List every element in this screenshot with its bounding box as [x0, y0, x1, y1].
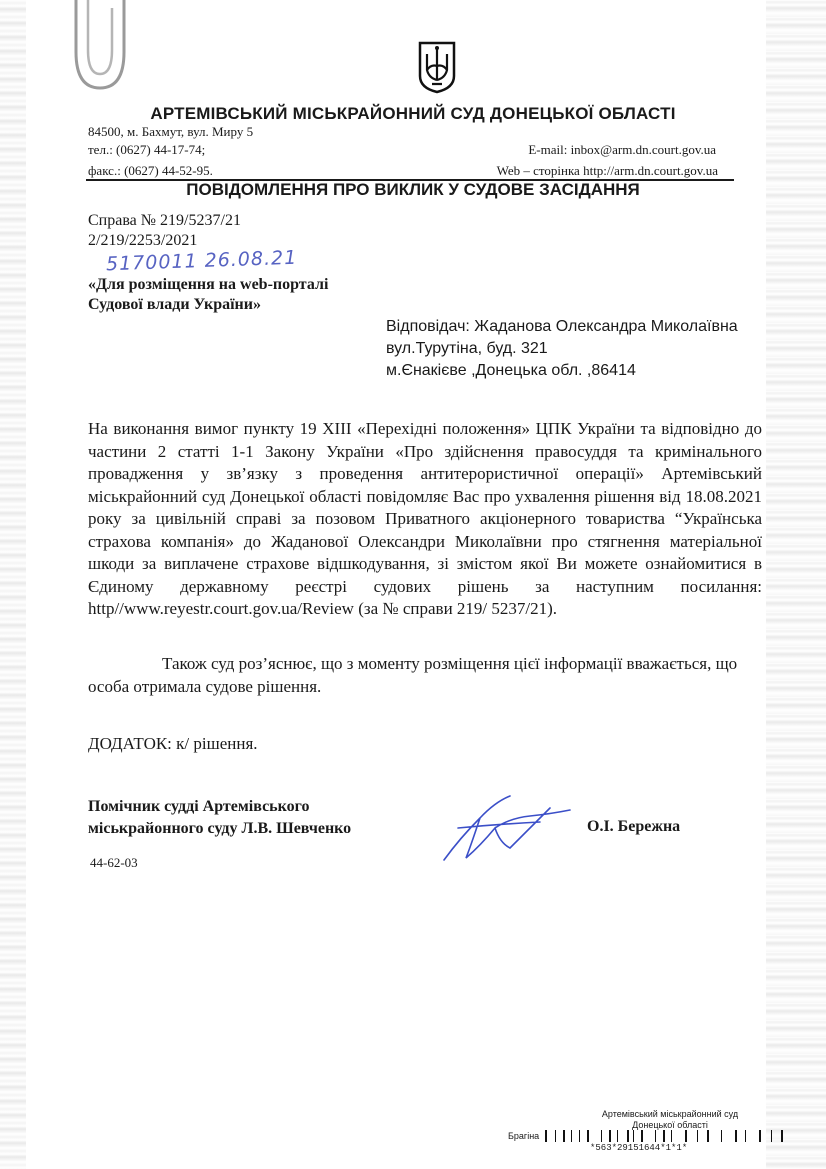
- registry-stamp-line1: Артемівський міськрайонний суд: [601, 1109, 739, 1119]
- defendant-block: [386, 316, 738, 382]
- portal-note: [88, 275, 328, 315]
- barcode: [545, 1130, 787, 1142]
- signer-line-1: Помічник судді Артемівського: [88, 798, 310, 815]
- court-email: E-mail: inbox@arm.dn.court.gov.ua: [528, 142, 716, 157]
- portal-note-line2: Судової влади України»: [88, 296, 261, 313]
- notice-paragraph-2-block: [88, 653, 762, 698]
- signer-position: [88, 796, 351, 840]
- registry-stamp: [590, 1109, 750, 1131]
- registry-stamp-line2: Донецької області: [632, 1120, 708, 1130]
- case-subnumber: 2/219/2253/2021: [88, 232, 198, 249]
- notice-body: [88, 418, 762, 621]
- barcode-number: *563*29151644*1*1*: [590, 1143, 688, 1153]
- defendant-street: вул.Турутіна, буд. 321: [386, 340, 548, 357]
- notice-paragraph-2: Також суд роз’яснює, що з моменту розміщення цієї інформації вважається, що особа отримала судове рішення.: [88, 654, 738, 696]
- handwritten-registration-note: 5170011 26.08.21: [105, 246, 298, 276]
- case-number: Справа № 219/5237/21: [88, 212, 241, 229]
- scan-edge-left: [0, 0, 26, 1169]
- handwritten-signature: [440, 788, 580, 868]
- barcode-label: Брагіна: [508, 1131, 540, 1141]
- paperclip-icon: [68, 0, 138, 95]
- court-phone: тел.: (0627) 44-17-74;: [88, 142, 206, 157]
- scan-edge-right: [766, 0, 826, 1169]
- defendant-name: Відповідач: Жаданова Олександра Миколаївна: [386, 318, 738, 335]
- court-address: 84500, м. Бахмут, вул. Миру 5: [88, 124, 254, 139]
- notice-paragraph-1: На виконання вимог пункту 19 XIII «Перехідні положення» ЦПК України та відповідно до частини 2 статті 1-1 Закону України «Про здійснення правосуддя та кримінального провадження у зв’язку з проведення антитерористичної операції» Артемівський міськрайонний суд Донецької області повідомляє Вас про ухвалення рішення від 18.08.2021 року за цивільній справі за позовом Приватного акціонерного товариства “Українська страхова компанія» до Жаданової Олександри Миколаївни про стягнення матеріальної шкоди за виплачене страхове відшкодування, зі змістом якої Ви можете ознайомитися в Єдиному державному реєстрі судових рішень за наступним посилання: http//www.reyestr.court.gov.ua/Review (за № справи 219/ 5237/21).: [88, 419, 762, 618]
- document-title: ПОВІДОМЛЕННЯ ПРО ВИКЛИК У СУДОВЕ ЗАСІДАННЯ: [186, 180, 640, 199]
- appendix-line: ДОДАТОК: к/ рішення.: [88, 734, 258, 753]
- court-website: Web – сторінка http://arm.dn.court.gov.ua: [496, 163, 718, 178]
- defendant-city: м.Єнакієве ,Донецька обл. ,86414: [386, 362, 636, 379]
- court-name: АРТЕМІВСЬКИЙ МІСЬКРАЙОННИЙ СУД ДОНЕЦЬКОЇ ОБЛАСТІ: [150, 104, 676, 123]
- signer-line-2: міськрайонного суду Л.В. Шевченко: [88, 820, 352, 837]
- signer-name: О.І. Бережна: [587, 818, 681, 835]
- coat-of-arms-icon: [417, 40, 457, 94]
- portal-note-line1: «Для розміщення на web-порталі: [88, 276, 329, 293]
- contact-phone-code: 44-62-03: [90, 855, 138, 870]
- court-fax: факс.: (0627) 44-52-95.: [88, 163, 213, 178]
